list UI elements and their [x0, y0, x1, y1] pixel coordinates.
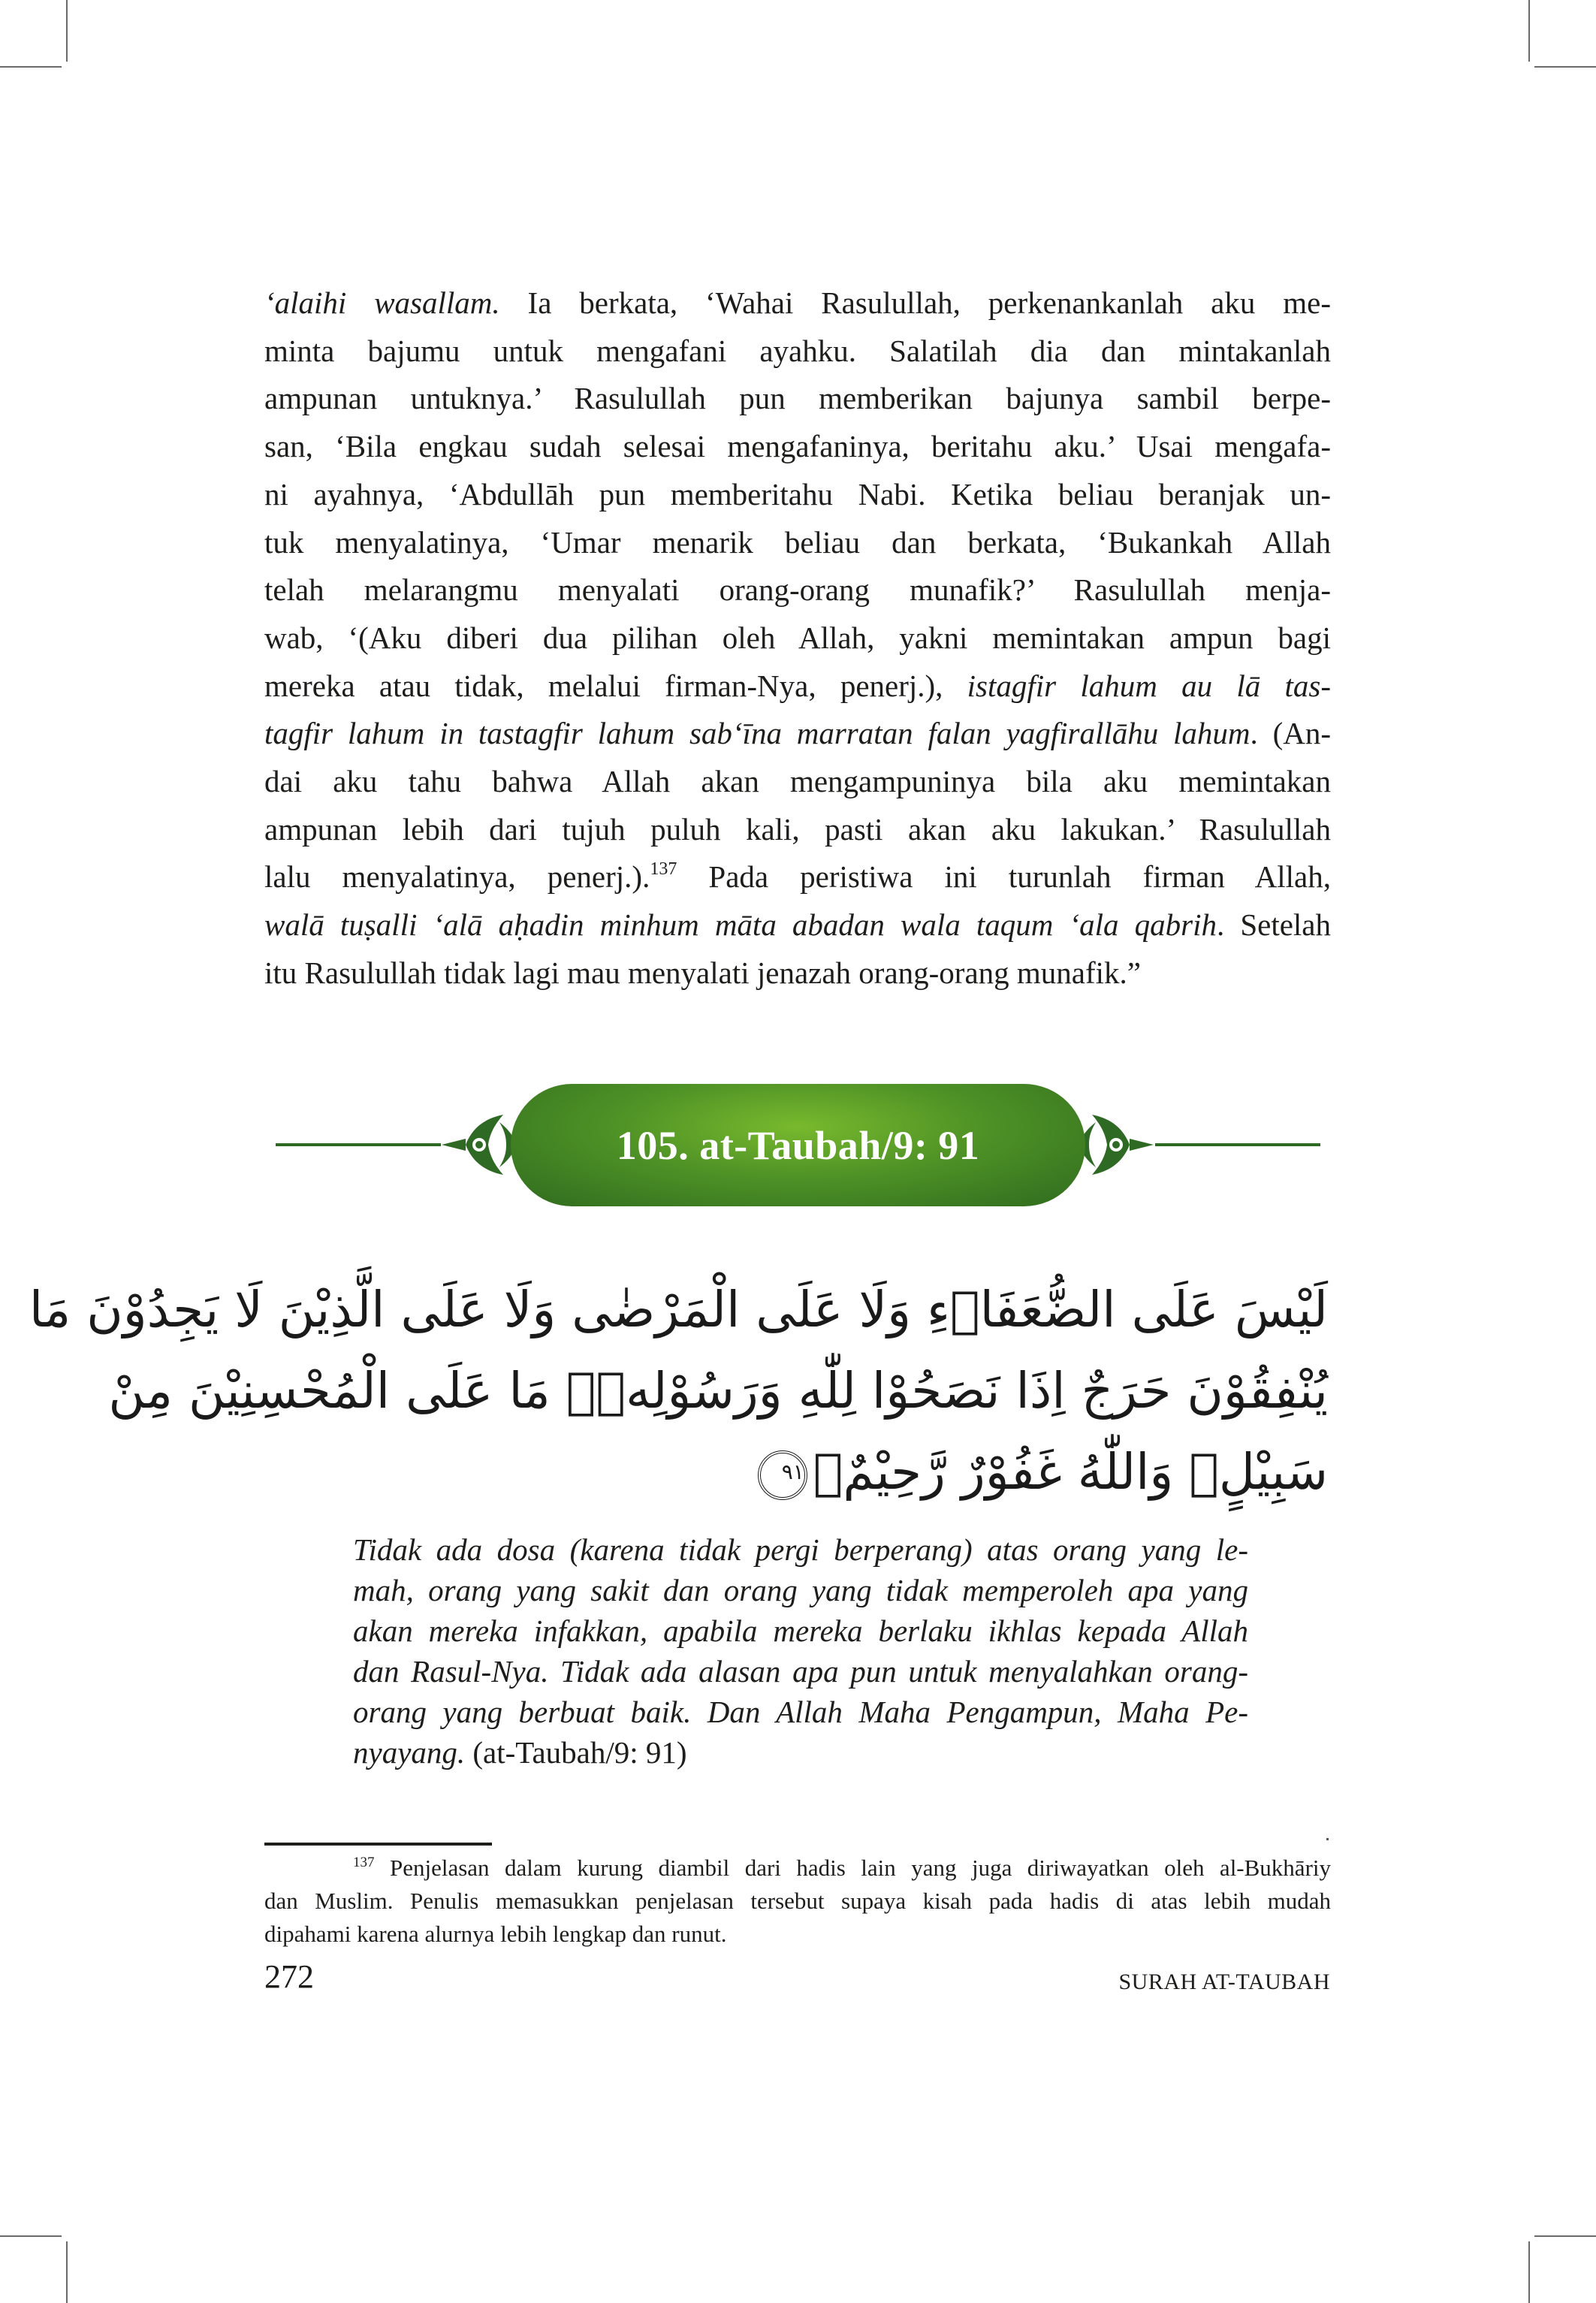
body-line: tuk menyalatinya, ‘Umar menarik beliau dan berkata, ‘Bukankah Allah — [264, 524, 1331, 560]
crop-mark — [1534, 2235, 1596, 2237]
body-line: lalu menyalatinya, penerj.).$^{137}$ Pada peristiwa ini turunlah firman Allah, — [264, 859, 1332, 895]
ornament-left-icon — [436, 1110, 518, 1179]
body-line: ‘alaihi wasallam. Ia berkata, ‘Wahai Rasulullah, perkenankanlah aku me- — [264, 285, 1331, 320]
crop-mark — [1534, 66, 1596, 68]
translation-line: nyayang. (at-Taubah/9: 91) — [353, 1735, 687, 1770]
body-line: san, ‘Bila engkau sudah selesai mengafaninya, beritahu aku.’ Usai mengafa- — [264, 429, 1331, 464]
footnote-number: 137 — [353, 1855, 375, 1870]
footnote-rule — [264, 1843, 492, 1846]
body-line: dai aku tahu bahwa Allah akan mengampuninya bila aku memintakan — [264, 764, 1331, 799]
arabic-verse — [29, 1269, 1328, 1513]
body-line: tagfir lahum in tastagfir lahum sab‘īna marratan falan yagfirallāhu lahum. (An- — [264, 716, 1331, 751]
body-line: ampunan lebih dari tujuh puluh kali, pasti akan aku lakukan.’ Rasulullah — [264, 811, 1331, 847]
body-line: telah melarangmu menyalati orang-orang munafik?’ Rasulullah menja- — [264, 572, 1331, 608]
page-number: 272 — [264, 1958, 314, 1995]
body-line: itu Rasulullah tidak lagi mau menyalati jenazah orang-orang munafik.” — [264, 955, 1141, 990]
translation-paragraph — [353, 1529, 1248, 1773]
translation-line: dan Rasul-Nya. Tidak ada alasan apa pun untuk menyalahkan orang- — [353, 1654, 1248, 1689]
section-heading-banner — [511, 1084, 1085, 1206]
footnote-line: dan Muslim. Penulis memasukkan penjelasan tersebut supaya kisah pada hadis di atas lebih mudah — [264, 1888, 1331, 1914]
running-head: SURAH AT-TAUBAH — [1118, 1969, 1330, 1994]
banner-rule-left — [276, 1143, 441, 1146]
translation-line: orang yang berbuat baik. Dan Allah Maha Pengampun, Maha Pe- — [353, 1695, 1248, 1729]
translation-line: Tidak ada dosa (karena tidak pergi berperang) atas orang yang le- — [353, 1532, 1248, 1567]
crop-mark — [66, 0, 68, 62]
ornament-right-icon — [1077, 1110, 1160, 1179]
body-paragraph — [264, 279, 1331, 998]
body-line: walā tuṣalli ‘alā aḥadin minhum māta abadan wala taqum ‘ala qabrih. Setelah — [264, 907, 1331, 943]
body-line: wab, ‘(Aku diberi dua pilihan oleh Allah, yakni memintakan ampun bagi — [264, 620, 1331, 655]
banner-rule-right — [1155, 1143, 1320, 1146]
body-line: minta bajumu untuk mengafani ayahku. Salatilah dia dan mintakanlah — [264, 333, 1331, 368]
body-line: ni ayahnya, ‘Abdullāh pun memberitahu Nabi. Ketika beliau beranjak un- — [264, 476, 1331, 512]
ayah-number-marker: ٩١ — [758, 1450, 807, 1500]
footnote-dot — [1326, 1838, 1329, 1840]
translation-line: akan mereka infakkan, apabila mereka berlaku ikhlas kepada Allah — [353, 1613, 1248, 1648]
translation-line: mah, orang yang sakit dan orang yang tidak memperoleh apa yang — [353, 1573, 1248, 1607]
arabic-line: لَيْسَ عَلَى الضُّعَفَاۤءِ وَلَا عَلَى الْمَرْضٰى وَلَا عَلَى الَّذِيْنَ لَا يَجِدُوْنَ مَا — [29, 1281, 1328, 1339]
crop-mark — [1528, 2241, 1530, 2303]
verse-reference: (at-Taubah/9: 91) — [465, 1735, 687, 1770]
footnote-line: $^{137}$ Penjelasan dalam kurung diambil dari hadis lain yang juga diriwayatkan oleh al-Bukhāriy — [353, 1855, 1331, 1881]
crop-mark — [1528, 0, 1530, 62]
body-line: ampunan untuknya.’ Rasulullah pun memberikan bajunya sambil berpe- — [264, 381, 1331, 416]
section-heading-title: 105. at-Taubah/9: 91 — [616, 1122, 980, 1168]
crop-mark — [0, 2235, 62, 2237]
crop-mark — [0, 66, 62, 68]
footnote — [264, 1852, 1331, 1951]
footnote-line: dipahami karena alurnya lebih lengkap dan runut. — [264, 1921, 727, 1947]
arabic-line: سَبِيْلٍۗ وَاللّٰهُ غَفُوْرٌ رَّحِيْمٌۙ٩١ — [351, 1432, 1328, 1513]
crop-mark — [66, 2241, 68, 2303]
body-line: mereka atau tidak, melalui firman-Nya, penerj.), istagfir lahum au lā tas- — [264, 668, 1331, 703]
arabic-line: يُنْفِقُوْنَ حَرَجٌ اِذَا نَصَحُوْا لِلّٰهِ وَرَسُوْلِهٖۗ مَا عَلَى الْمُحْسِنِيْنَ مِنْ — [108, 1362, 1328, 1420]
footnote-reference[interactable]: 137 — [650, 859, 677, 880]
